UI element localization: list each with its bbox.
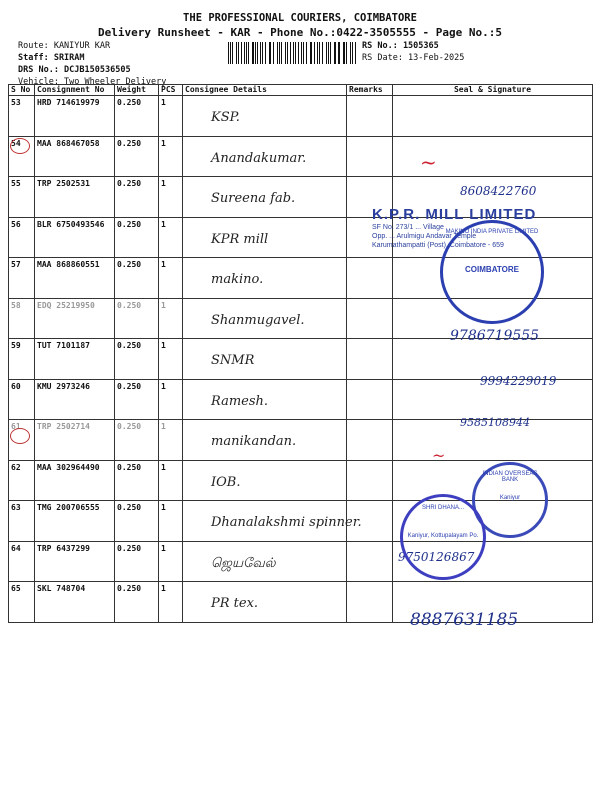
row-sno-cell	[9, 501, 35, 542]
row-pcs-cell	[159, 460, 183, 501]
company-title: THE PROFESSIONAL COURIERS, COIMBATORE	[183, 12, 417, 24]
row-pcs-cell	[159, 217, 183, 258]
col-weight: Weight	[115, 85, 159, 96]
row-sno: 62	[11, 462, 21, 472]
row-consignment-no: SKL 748704	[37, 584, 86, 593]
row-consignee: manikandan.	[211, 434, 297, 449]
row-pcs: 1	[161, 300, 166, 310]
row-consignee-cell	[183, 460, 347, 501]
row-sno: 54	[11, 138, 21, 148]
route: Route: KANIYUR KAR	[18, 41, 111, 51]
drs-number: DRS No.: DCJB150536505	[18, 65, 131, 75]
barcode-bar	[265, 42, 266, 64]
row-consignee-cell	[183, 96, 347, 137]
row-sno-cell	[9, 177, 35, 218]
row-pcs: 1	[161, 219, 166, 229]
row-weight: 0.250	[117, 300, 142, 310]
barcode-bar	[287, 42, 288, 64]
row-pcs-cell	[159, 258, 183, 299]
row-sno-cell	[9, 379, 35, 420]
barcode-bar	[241, 42, 242, 64]
rs-date: RS Date: 13-Feb-2025	[362, 53, 465, 63]
row-pcs: 1	[161, 179, 166, 188]
table-row	[9, 541, 593, 582]
col-consignment: Consignment No	[35, 85, 115, 96]
red-signature-mark: ~	[432, 446, 446, 465]
row-pcs: 1	[161, 341, 166, 350]
row-consignee-cell	[183, 541, 347, 582]
row-consignment-no: HRD 714619979	[37, 98, 100, 107]
row-sno-cell	[9, 541, 35, 582]
row-consignment-no: MAA 868860551	[37, 260, 100, 269]
row-pcs-cell	[159, 541, 183, 582]
barcode-bar	[328, 42, 329, 64]
kpr-address-line: SF No. 273/1 ... Village	[372, 224, 444, 231]
phone-handwritten: 9585108944	[460, 416, 530, 429]
row-remarks-cell	[347, 339, 393, 380]
row-consignment-no: TUT 7101187	[37, 341, 90, 350]
row-pcs: 1	[161, 543, 166, 553]
rs-number: RS No.: 1505365	[362, 41, 439, 51]
barcode-bar	[252, 42, 253, 64]
row-signature-cell	[393, 96, 593, 137]
row-consignment-no: MAA 868467058	[37, 138, 100, 148]
bank-ring-text: INDIAN OVERSEAS BANK	[482, 471, 538, 483]
row-weight: 0.250	[117, 260, 142, 269]
row-consignment-no: MAA 302964490	[37, 462, 100, 472]
row-consignment-no: TMG 200706555	[37, 503, 100, 512]
makino-center-text: COIMBATORE	[465, 265, 519, 274]
row-consignment-no-cell	[35, 177, 115, 218]
phone-handwritten: 9750126867	[398, 550, 475, 564]
barcode-bar	[303, 42, 304, 64]
row-consignee: PR tex.	[211, 596, 259, 611]
bank-center-text: Kaniyur	[499, 495, 521, 501]
row-consignee-cell	[183, 258, 347, 299]
row-weight-cell	[115, 379, 159, 420]
row-weight: 0.250	[117, 462, 142, 472]
row-consignee: KSP.	[211, 110, 240, 125]
row-consignee: Ramesh.	[211, 393, 269, 409]
row-consignee-cell	[183, 501, 362, 542]
row-sno-cell	[9, 217, 35, 258]
row-sno: 64	[11, 543, 21, 553]
row-weight: 0.250	[117, 219, 142, 229]
runsheet-table	[8, 84, 593, 623]
row-remarks-cell	[347, 96, 393, 137]
kpr-address-line: Opp. ... Arulmigu Andavar Temple	[372, 233, 477, 240]
row-weight: 0.250	[117, 138, 142, 148]
spinner-center-text: Kaniyur, Kottupalayam Po.	[407, 533, 479, 539]
row-weight-cell	[115, 582, 159, 623]
row-consignment-no: TRP 2502714	[37, 422, 90, 431]
row-consignee: SNMR	[211, 353, 255, 368]
row-pcs-cell	[159, 339, 183, 380]
makino-ring-text: MAKINO INDIA PRIVATE LIMITED	[445, 229, 539, 235]
barcode-bar	[295, 42, 296, 64]
rs-info	[362, 40, 464, 64]
row-sno: 58	[11, 300, 21, 310]
row-weight: 0.250	[117, 422, 142, 431]
phone-handwritten: 9994229019	[480, 374, 557, 388]
phone-handwritten: 9786719555	[450, 328, 540, 344]
row-sno-cell	[9, 339, 35, 380]
row-weight: 0.250	[117, 98, 142, 107]
row-weight: 0.250	[117, 584, 142, 593]
kpr-address-line: Karumathampatti (Post), Coimbatore - 659	[372, 242, 504, 249]
col-sno: S No	[9, 85, 35, 96]
barcode-bar	[301, 42, 302, 64]
row-weight: 0.250	[117, 543, 142, 553]
row-consignment-no-cell	[35, 582, 115, 623]
runsheet-title: Delivery Runsheet - KAR - Phone No.:0422-3505555 - Page No.:5	[98, 26, 502, 39]
row-consignment-no-cell	[35, 339, 115, 380]
barcode-bar	[228, 42, 229, 64]
phone-handwritten: 8887631185	[410, 610, 519, 630]
table-row	[9, 96, 593, 137]
row-consignment-no-cell	[35, 420, 115, 461]
row-consignment-no-cell	[35, 460, 115, 501]
row-consignee-cell	[183, 298, 347, 339]
row-sno: 53	[11, 98, 21, 107]
barcode-bar	[260, 42, 261, 64]
row-pcs-cell	[159, 501, 183, 542]
row-consignment-no: TRP 6437299	[37, 543, 90, 553]
spinner-ring-text: SHRI DHANA...	[421, 505, 464, 511]
row-sno: 61	[11, 422, 21, 431]
row-consignment-no: EDQ 25219950	[37, 300, 95, 310]
kpr-name: K.P.R. MILL LIMITED	[372, 206, 537, 223]
row-remarks-cell	[347, 541, 393, 582]
col-remarks: Remarks	[347, 85, 393, 96]
row-consignee: IOB.	[211, 474, 241, 490]
row-weight: 0.250	[117, 381, 142, 391]
row-sno: 56	[11, 219, 21, 229]
row-weight-cell	[115, 298, 159, 339]
row-consignee: Anandakumar.	[211, 150, 307, 166]
row-pcs-cell	[159, 298, 183, 339]
row-pcs: 1	[161, 422, 166, 431]
row-pcs-cell	[159, 177, 183, 218]
row-weight-cell	[115, 96, 159, 137]
barcode-bar	[281, 42, 282, 64]
barcode-bar	[248, 42, 249, 64]
table-row	[9, 339, 593, 380]
row-consignee: ஜெயவேல்	[211, 555, 276, 571]
row-pcs-cell	[159, 96, 183, 137]
row-circle-mark	[10, 428, 30, 444]
red-signature-mark: ~	[420, 150, 437, 174]
col-consignee: Consignee Details	[183, 85, 347, 96]
row-remarks-cell	[347, 460, 393, 501]
row-weight-cell	[115, 258, 159, 299]
row-consignee-cell	[183, 136, 347, 177]
row-sno: 57	[11, 260, 21, 269]
barcode-bar	[335, 42, 336, 64]
row-pcs: 1	[161, 98, 166, 107]
row-sno-cell	[9, 582, 35, 623]
row-weight: 0.250	[117, 503, 142, 512]
row-pcs: 1	[161, 462, 166, 472]
row-pcs: 1	[161, 381, 166, 391]
barcode-bar	[270, 42, 271, 64]
row-pcs-cell	[159, 136, 183, 177]
row-sno: 60	[11, 381, 21, 391]
row-weight-cell	[115, 501, 159, 542]
row-consignee-cell	[183, 217, 347, 258]
row-pcs: 1	[161, 138, 166, 148]
table-row	[9, 136, 593, 177]
row-remarks-cell	[347, 582, 393, 623]
row-weight: 0.250	[117, 179, 142, 188]
row-weight-cell	[115, 541, 159, 582]
row-consignment-no-cell	[35, 501, 115, 542]
row-weight-cell	[115, 460, 159, 501]
row-weight-cell	[115, 339, 159, 380]
row-consignee-cell	[183, 379, 347, 420]
row-pcs: 1	[161, 584, 166, 593]
row-consignee: Dhanalakshmi spinner.	[211, 515, 362, 530]
row-sno: 55	[11, 179, 21, 188]
barcode-bar	[236, 42, 237, 64]
row-consignment-no-cell	[35, 96, 115, 137]
makino-seal	[440, 220, 544, 324]
row-pcs: 1	[161, 503, 166, 512]
row-remarks-cell	[347, 420, 393, 461]
row-consignment-no: BLR 6750493546	[37, 219, 105, 229]
vehicle: Vehicle: Two Wheeler Delivery	[18, 77, 167, 87]
route-info	[18, 40, 166, 88]
col-seal-signature: Seal & Signature	[393, 85, 593, 96]
row-consignment-no: TRP 2502531	[37, 179, 90, 188]
row-consignment-no: KMU 2973246	[37, 381, 90, 391]
row-consignment-no-cell	[35, 379, 115, 420]
row-consignee: KPR mill	[211, 231, 269, 247]
barcode-bar	[319, 42, 320, 64]
row-sno-cell	[9, 96, 35, 137]
row-signature-cell	[393, 339, 593, 380]
row-consignment-no-cell	[35, 217, 115, 258]
row-circle-mark	[10, 138, 30, 154]
row-remarks-cell	[347, 136, 393, 177]
barcode-bar	[346, 42, 347, 64]
row-pcs-cell	[159, 420, 183, 461]
row-weight-cell	[115, 136, 159, 177]
spinner-seal	[400, 494, 486, 580]
barcode	[228, 42, 358, 64]
row-consignment-no-cell	[35, 541, 115, 582]
row-consignee: Sureena fab.	[211, 191, 296, 206]
row-pcs-cell	[159, 582, 183, 623]
row-remarks-cell	[347, 298, 393, 339]
col-pcs: PCS	[159, 85, 183, 96]
row-weight: 0.250	[117, 341, 142, 350]
row-consignee: makino.	[211, 272, 264, 287]
barcode-bar	[273, 42, 274, 64]
row-sno-cell	[9, 298, 35, 339]
row-pcs: 1	[161, 260, 166, 269]
row-consignee: Shanmugavel.	[211, 312, 305, 328]
row-weight-cell	[115, 217, 159, 258]
barcode-bar	[311, 42, 312, 64]
phone-handwritten: 8608422760	[460, 184, 537, 198]
table-header	[9, 85, 593, 96]
row-sno: 59	[11, 341, 21, 350]
row-weight-cell	[115, 177, 159, 218]
row-sno: 63	[11, 503, 21, 512]
row-remarks-cell	[347, 258, 393, 299]
row-consignee-cell	[183, 582, 347, 623]
barcode-bar	[352, 42, 353, 64]
row-weight-cell	[115, 420, 159, 461]
barcode-bar	[322, 42, 323, 64]
row-sno: 65	[11, 584, 21, 593]
row-consignment-no-cell	[35, 258, 115, 299]
row-sno-cell	[9, 258, 35, 299]
row-consignment-no-cell	[35, 136, 115, 177]
staff: Staff: SRIRAM	[18, 53, 85, 63]
row-consignment-no-cell	[35, 298, 115, 339]
row-sno-cell	[9, 460, 35, 501]
row-consignee-cell	[183, 177, 347, 218]
row-consignee-cell	[183, 339, 347, 380]
row-pcs-cell	[159, 379, 183, 420]
row-remarks-cell	[347, 379, 393, 420]
row-consignee-cell	[183, 420, 347, 461]
barcode-bar	[338, 42, 339, 64]
